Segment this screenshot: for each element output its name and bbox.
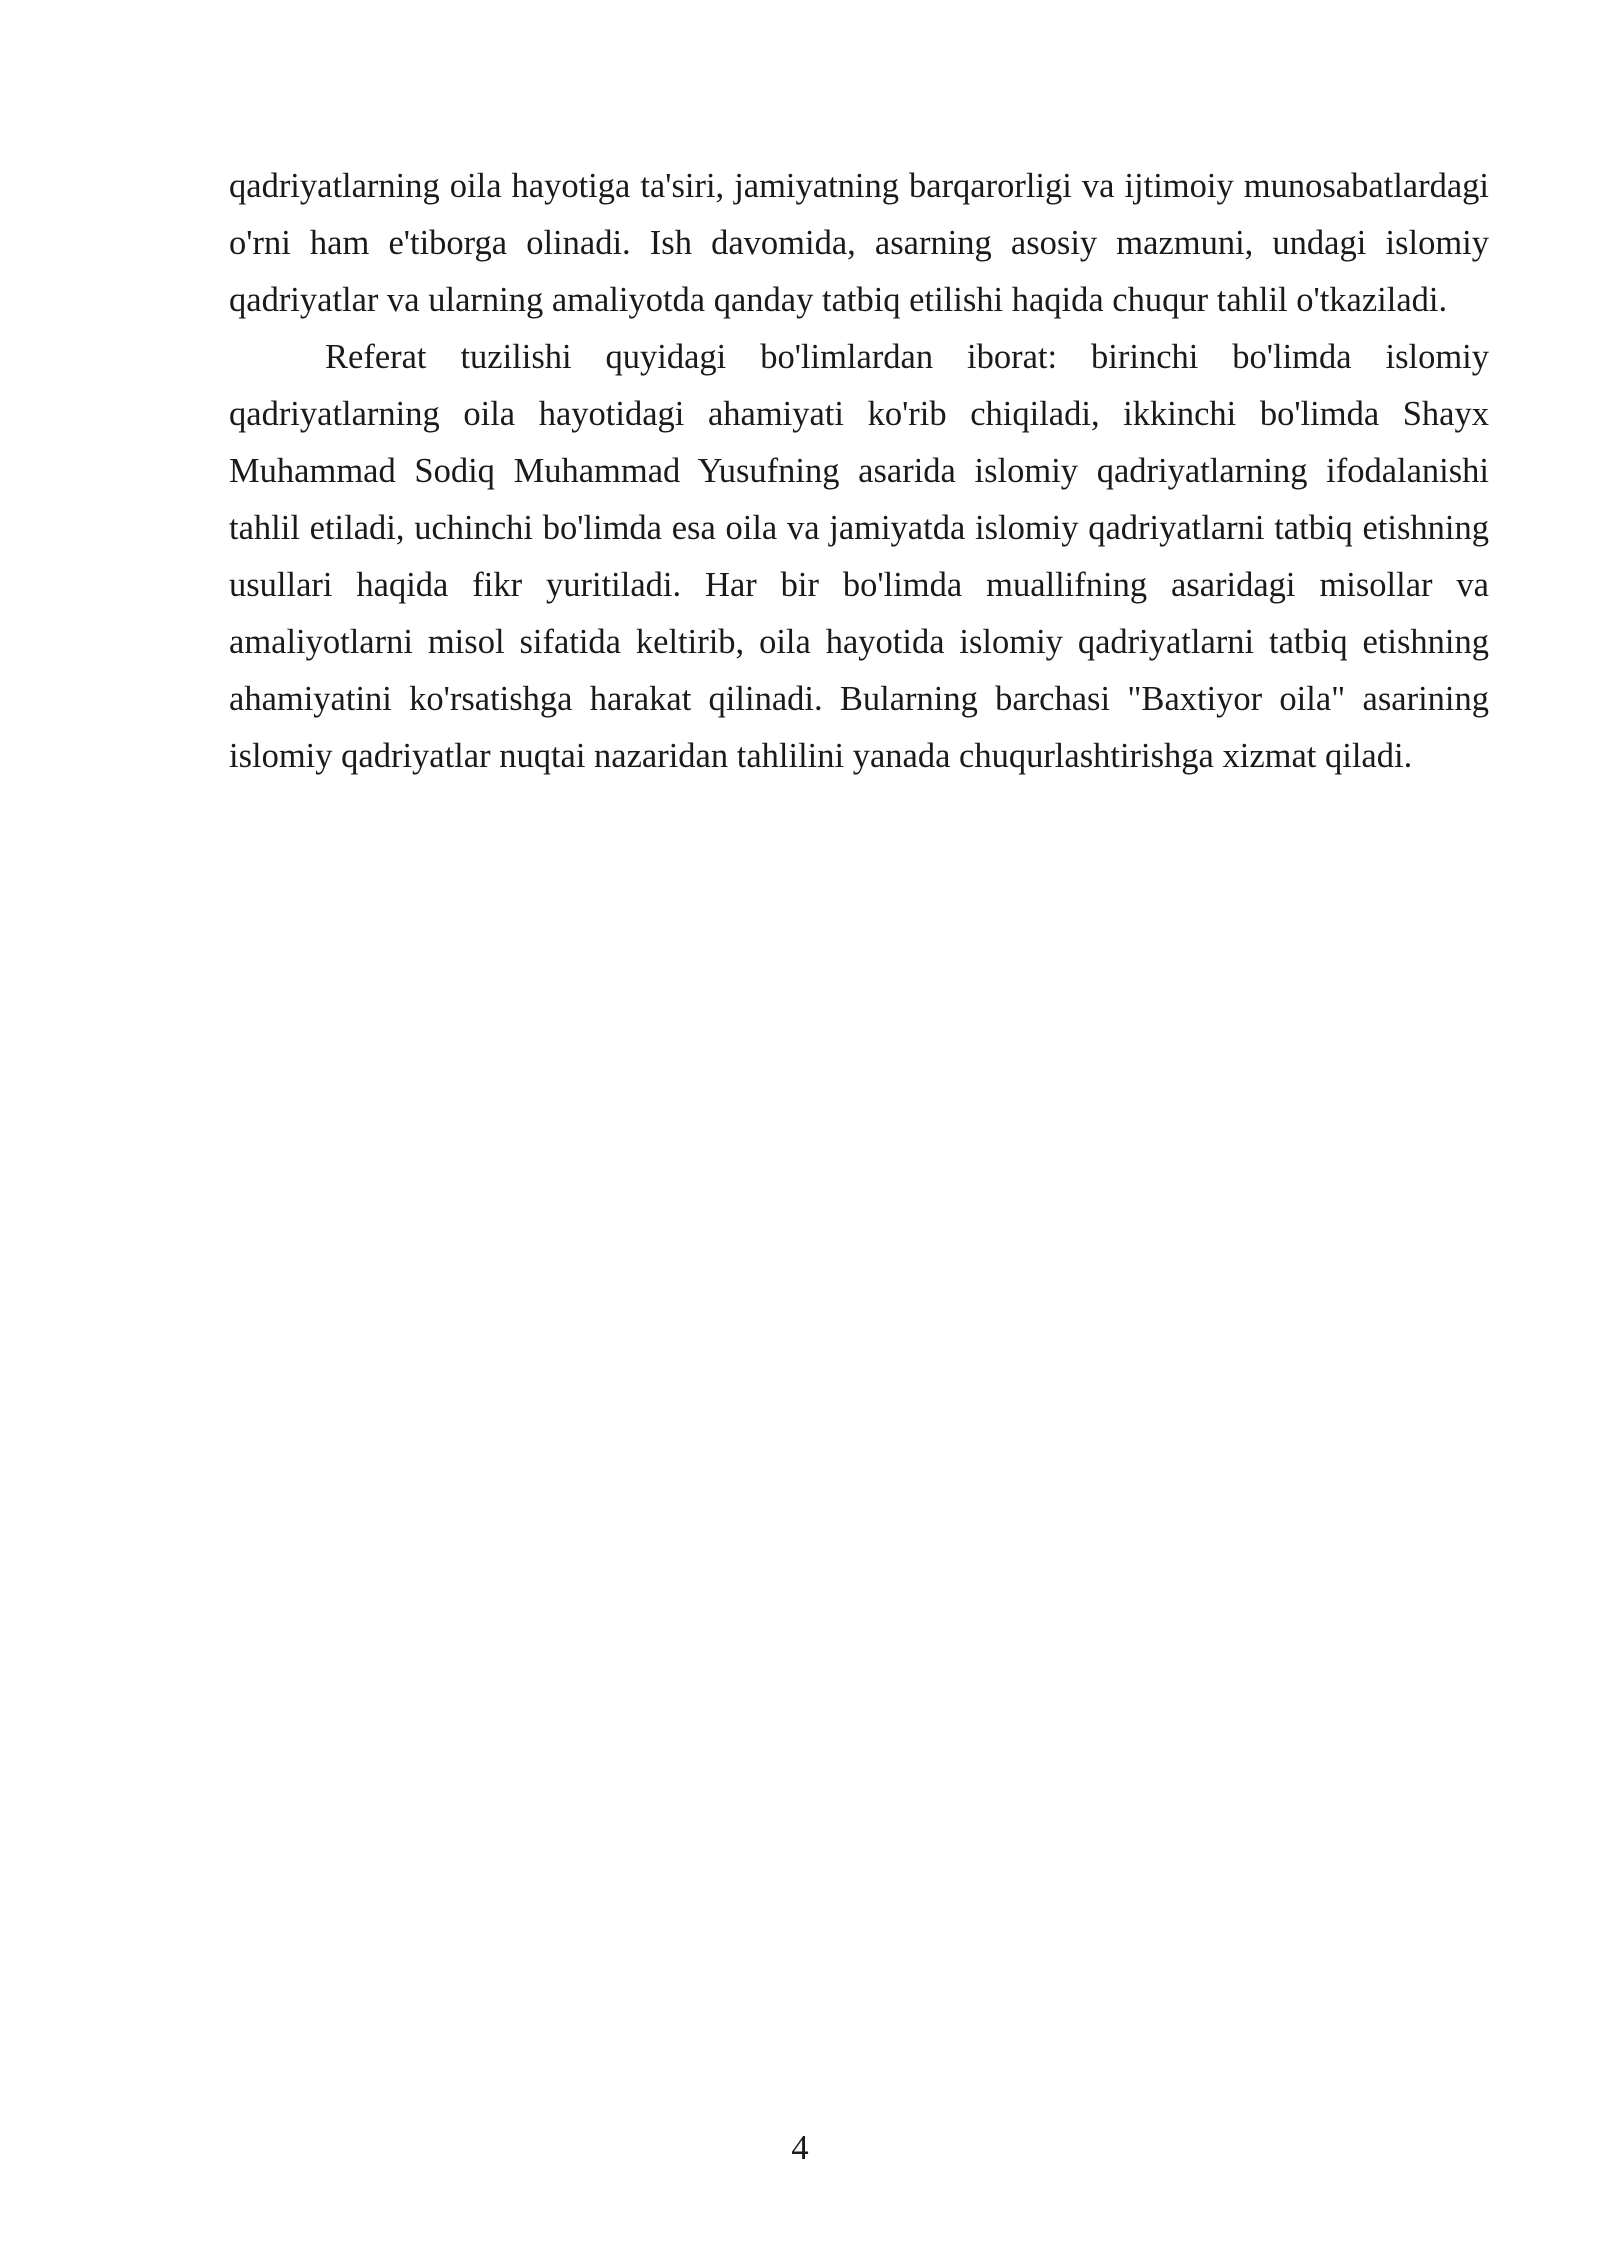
page-number: 4 [791, 2129, 809, 2167]
paragraph-structure: Referat tuzilishi quyidagi bo'limlardan iborat: birinchi bo'limda islomiy qadriyatlarning oila hayotidagi ahamiyati ko'rib chiqiladi, ikkinchi bo'limda Shayx Muhammad Sodiq Muhammad Yusufning asarida islomiy qadriyatlarning ifodalanishi tahlil etiladi, uchinchi bo'limda esa oila va jamiyatda islomiy qadriyatlarni tatbiq etishning usullari haqida fikr yuritiladi. Har bir bo'limda muallifning asaridagi misollar va amaliyotlarni misol sifatida keltirib, oila hayotida islomiy qadriyatlarni tatbiq etishning ahamiyatini ko'rsatishga harakat qilinadi. Bularning barchasi "Baxtiyor oila" asarining islomiy qadriyatlar nuqtai nazaridan tahlilini yanada chuqurlashtirishga xizmat qiladi. [229, 338, 1489, 775]
body-text [229, 158, 1489, 785]
paragraph-continuation: qadriyatlarning oila hayotiga ta'siri, jamiyatning barqarorligi va ijtimoiy munosabatlardagi o'rni ham e'tiborga olinadi. Ish davomida, asarning asosiy mazmuni, undagi islomiy qadriyatlar va ularning amaliyotda qanday tatbiq etilishi haqida chuqur tahlil o'tkaziladi. [229, 167, 1489, 319]
